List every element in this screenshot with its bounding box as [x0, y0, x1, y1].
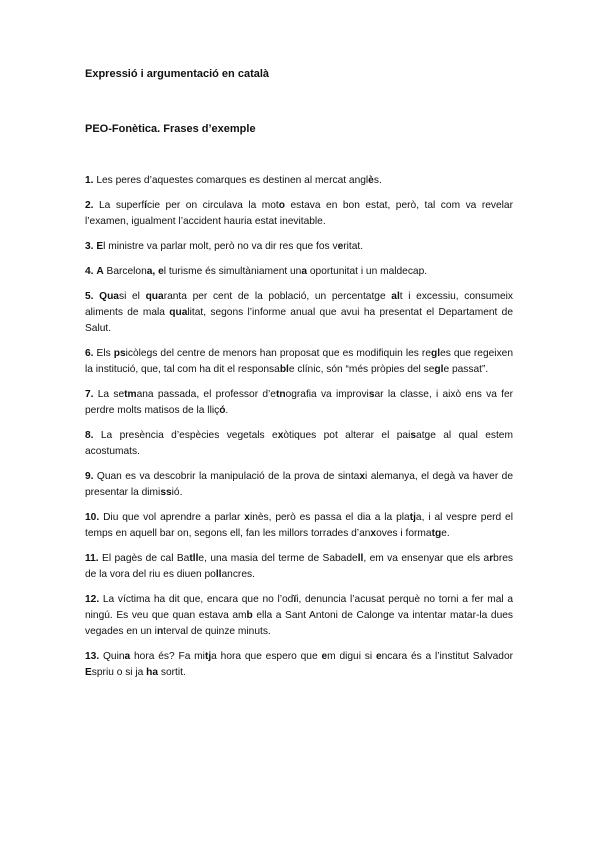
sentence-item [85, 387, 513, 419]
sentence-text: Quina hora és? Fa mitja hora que espero que em digui si encara és a l’institut Salvador Espriu o si ja ha sortit. [85, 651, 513, 678]
sentence-item [85, 649, 513, 681]
sentence-number: 13. [85, 651, 100, 662]
sentence-item [85, 428, 513, 460]
sentence-text: La víctima ha dit que, encara que no l’odïi, denuncia l’acusat perquè no torni a fer mal a ningú. Es veu que quan estava amb ella a Sant Antoni de Calonge va intentar matar-la dues vegades en un interval de quinze minuts. [85, 594, 513, 637]
sentence-number: 12. [85, 594, 100, 605]
sentence-item [85, 592, 513, 640]
sentence-item [85, 469, 513, 501]
sentence-text: La superfície per on circulava la moto estava en bon estat, però, tal com va revelar l’examen, igualment l’accident hauria estat inevitable. [85, 200, 513, 227]
sentence-number: 3. [85, 241, 94, 252]
sentence-number: 9. [85, 471, 94, 482]
sentence-text: Diu que vol aprendre a parlar xinès, però es passa el dia a la platja, i al vespre perd el temps en aquell bar on, segons ell, fan les millors torrades d’anxoves i formatge. [85, 512, 513, 539]
sentence-number: 4. [85, 266, 94, 277]
sentence-item [85, 264, 513, 280]
sentence-text: La presència d’espècies vegetals exòtiques pot alterar el paisatge al qual estem acostumats. [85, 430, 513, 457]
sentence-number: 5. [85, 291, 94, 302]
sentence-number: 7. [85, 389, 94, 400]
sentence-item [85, 510, 513, 542]
sentence-text: Quasi el quaranta per cent de la població, un percentatge alt i excessiu, consumeix aliments de mala qualitat, segons l’informe anual que avui ha presentat el Departament de Salut. [85, 291, 513, 334]
sentence-item [85, 239, 513, 255]
sentence-item [85, 346, 513, 378]
sentence-item [85, 198, 513, 230]
sentence-text: El pagès de cal Batlle, una masia del terme de Sabadell, em va ensenyar que els arbres de la vora del riu es diuen pollancres. [85, 553, 513, 580]
example-sentences-list [85, 173, 513, 690]
sentence-number: 11. [85, 553, 99, 564]
sentence-text: Els psicòlegs del centre de menors han proposat que es modifiquin les regles que regeixen la institució, que, tal com ha dit el responsable clínic, són “més pròpies del segle passat”. [85, 348, 513, 375]
sentence-number: 2. [85, 200, 94, 211]
sentence-text: El ministre va parlar molt, però no va dir res que fos veritat. [96, 241, 364, 252]
sentence-item [85, 173, 513, 189]
sentence-number: 8. [85, 430, 94, 441]
sentence-item [85, 289, 513, 337]
sentence-text: La setmana passada, el professor d’etnografia va improvisar la classe, i això ens va fer perdre molts matisos de la lliçó. [85, 389, 514, 416]
section-title: PEO-Fonètica. Frases d’exemple [85, 123, 256, 135]
sentence-text: A Barcelona, el turisme és simultàniament una oportunitat i un maldecap. [96, 266, 428, 277]
sentence-number: 6. [85, 348, 94, 359]
sentence-text: Quan es va descobrir la manipulació de la prova de sintaxi alemanya, el degà va haver de presentar la dimissió. [85, 471, 513, 498]
sentence-number: 1. [85, 175, 94, 186]
sentence-number: 10. [85, 512, 100, 523]
document-title: Expressió i argumentació en català [85, 68, 270, 80]
sentence-text: Les peres d’aquestes comarques es destinen al mercat anglès. [96, 175, 382, 186]
sentence-item [85, 551, 513, 583]
